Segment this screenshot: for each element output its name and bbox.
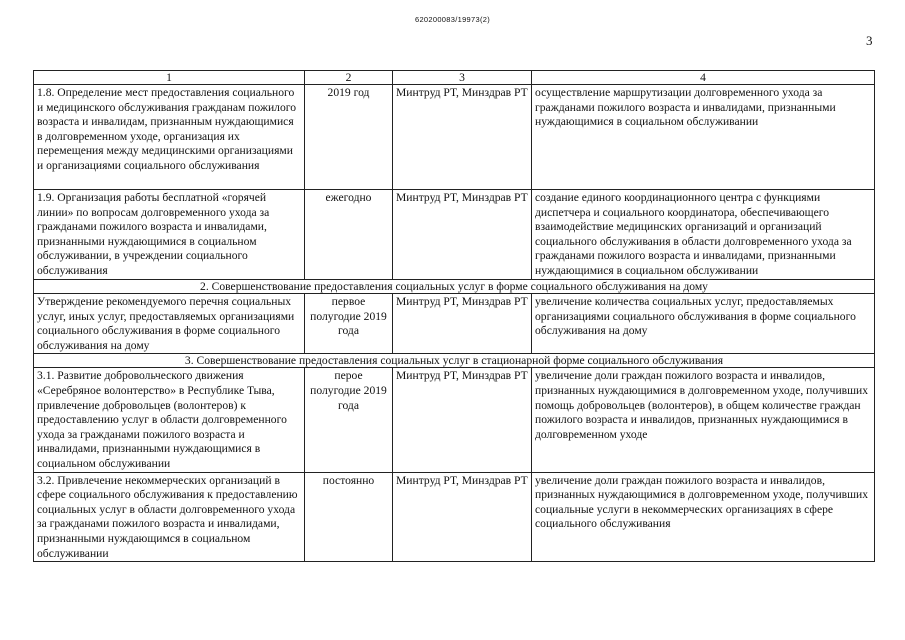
deadline-cell: перое полугодие 2019 года — [305, 368, 393, 472]
table-header-row — [34, 71, 875, 85]
table-row — [34, 294, 875, 354]
measure-cell: 1.9. Организация работы бесплатной «горячей линии» по вопросам долговременного ухода за гражданами пожилого возраста и инвалидами, признанными нуждающимися в социальном обслуживании, в учреждении социального обслуживания — [34, 190, 305, 280]
responsible-cell: Минтруд РТ, Минздрав РТ — [393, 190, 532, 280]
measure-cell: 1.8. Определение мест предоставления социального и медицинского обслуживания гражданам пожилого возраста и инвалидам, признанным нуждающимися в долговременном уходе, организация их перемещения между медицинскими организациями и организациями социального обслуживания — [34, 85, 305, 190]
column-header: 2 — [305, 71, 393, 85]
deadline-cell: ежегодно — [305, 190, 393, 280]
measure-cell: 3.2. Привлечение некоммерческих организаций в сфере социального обслуживания к предоставлению социальных услуг в области долговременного ухода за гражданами пожилого возраста и инвалидами, признанными нуждающимся в социальном обслуживании — [34, 472, 305, 562]
deadline-cell: постоянно — [305, 472, 393, 562]
measure-cell: Утверждение рекомендуемого перечня социальных услуг, иных услуг, предоставляемых организациями социального обслуживания в форме социального обслуживания на дому — [34, 294, 305, 354]
section-row — [34, 354, 875, 368]
table-row — [34, 190, 875, 280]
responsible-cell: Минтруд РТ, Минздрав РТ — [393, 368, 532, 472]
table-row — [34, 85, 875, 190]
measures-table — [33, 70, 875, 562]
table-row — [34, 472, 875, 562]
column-header: 1 — [34, 71, 305, 85]
result-cell: увеличение доли граждан пожилого возраста и инвалидов, признанных нуждающимися в долговременном уходе, получивших помощь добровольцев (волонтеров), в общем количестве граждан пожилого возраста и инвалидов, признанных нуждающимися в долговременном уходе — [532, 368, 875, 472]
column-header: 4 — [532, 71, 875, 85]
result-cell: увеличение количества социальных услуг, предоставляемых организациями социального обслуживания в форме социального обслуживания на дому — [532, 294, 875, 354]
column-header: 3 — [393, 71, 532, 85]
section-row — [34, 280, 875, 294]
measure-cell: 3.1. Развитие добровольческого движения «Серебряное волонтерство» в Республике Тыва, привлечение добровольцев (волонтеров) к предоставлению услуг в области долговременного ухода за гражданами пожилого возраста и инвалидами, признанными нуждающимися в социальном обслуживании — [34, 368, 305, 472]
page-number: 3 — [866, 33, 873, 48]
document-id: 620200083/19973(2) — [414, 15, 491, 24]
responsible-cell: Минтруд РТ, Минздрав РТ — [393, 294, 532, 354]
result-cell: осуществление маршрутизации долговременного ухода за гражданами пожилого возраста и инвалидами, признанными нуждающимися в социальном обслуживании — [532, 85, 875, 190]
deadline-cell: первое полугодие 2019 года — [305, 294, 393, 354]
deadline-cell: 2019 год — [305, 85, 393, 190]
section-heading: 3. Совершенствование предоставления социальных услуг в стационарной форме социального обслуживания — [34, 354, 875, 368]
section-heading: 2. Совершенствование предоставления социальных услуг в форме социального обслуживания на дому — [34, 280, 875, 294]
responsible-cell: Минтруд РТ, Минздрав РТ — [393, 472, 532, 562]
result-cell: увеличение доли граждан пожилого возраста и инвалидов, признанных нуждающимися в долговременном уходе, получивших социальные услуги в некоммерческих организациях в сфере социального обслуживания — [532, 472, 875, 562]
table-row — [34, 368, 875, 472]
responsible-cell: Минтруд РТ, Минздрав РТ — [393, 85, 532, 190]
result-cell: создание единого координационного центра с функциями диспетчера и социального координатора, обеспечивающего взаимодействие медицинских организаций и организаций социального обслуживания в области долговременного ухода за гражданами пожилого возраста и инвалидами, признанными нуждающимися в социальном обслуживании — [532, 190, 875, 280]
